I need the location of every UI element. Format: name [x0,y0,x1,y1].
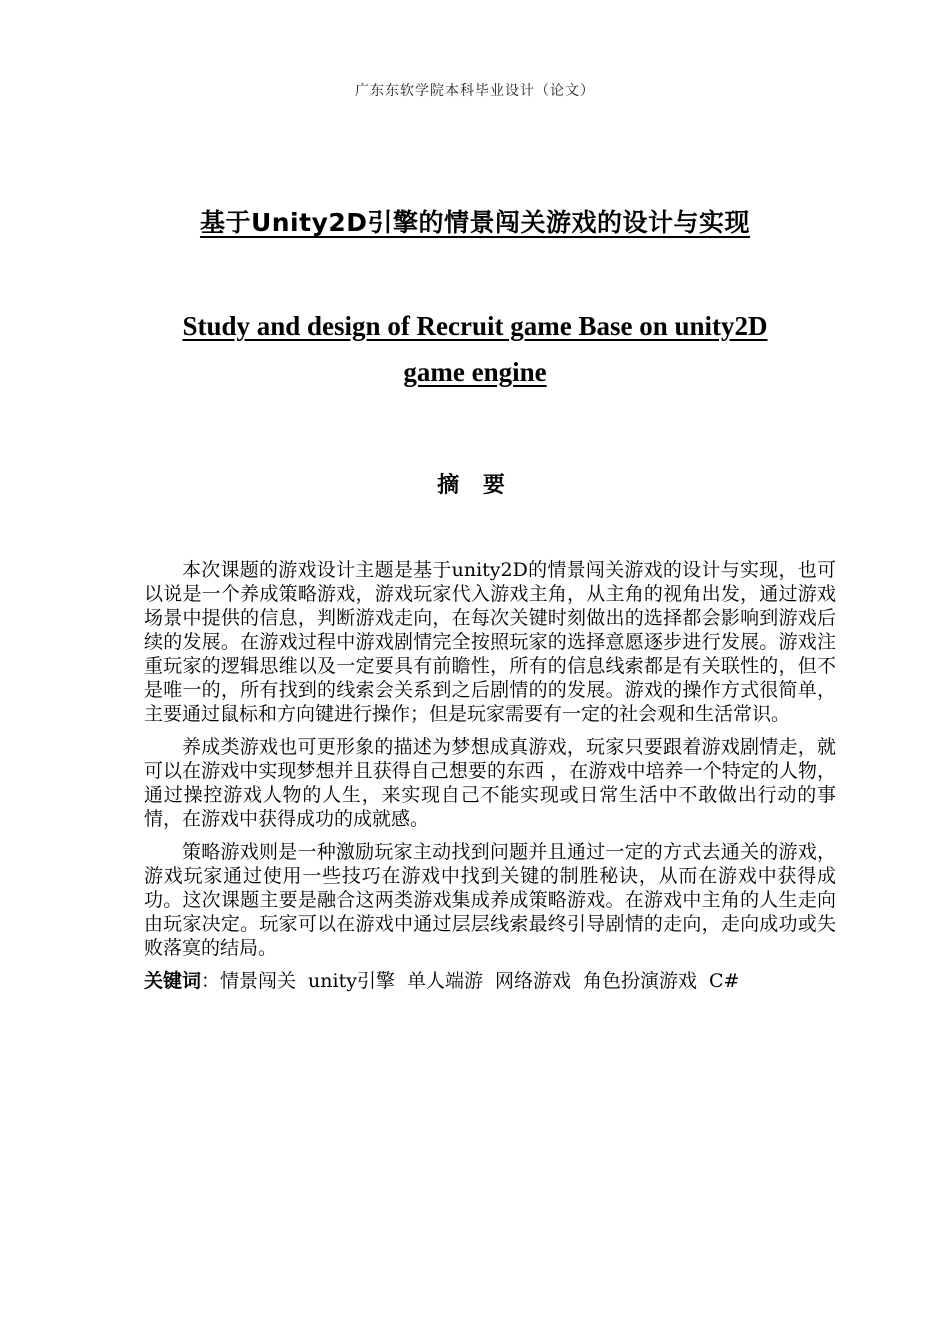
abstract-paragraph-2: 养成类游戏也可更形象的描述为梦想成真游戏，玩家只要跟着游戏剧情走，就可以在游戏中实现梦想并且获得自己想要的东西 ，在游戏中培养一个特定的人物，通过操控游戏人物的人生，来实现自己不能实现或日常生活中不敢做出行动的事情，在游戏中获得成功的成就感。 [144,736,836,830]
keyword-item: 角色扮演游戏 [583,970,698,992]
english-title-line-1: Study and design of Recruit game Base on unity2D [182,311,768,341]
keywords-colon: ： [201,970,221,992]
chinese-title: 基于Unity2D引擎的情景闯关游戏的设计与实现 [199,208,751,237]
keyword-item: C# [709,970,740,992]
abstract-body [144,558,836,993]
abstract-paragraph-1: 本次课题的游戏设计主题是基于unity2D的情景闯关游戏的设计与实现，也可以说是一个养成策略游戏，游戏玩家代入游戏主角，从主角的视角出发，通过游戏场景中提供的信息，判断游戏走向，在每次关键时刻做出的选择都会影响到游戏后续的发展。在游戏过程中游戏剧情完全按照玩家的选择意愿逐步进行发展。游戏注重玩家的逻辑思维以及一定要具有前瞻性，所有的信息线索都是有关联性的，但不是唯一的，所有找到的线索会关系到之后剧情的的发展。游戏的操作方式很简单，主要通过鼠标和方向键进行操作；但是玩家需要有一定的社会观和生活常识。 [144,559,836,725]
keyword-item: 网络游戏 [494,970,571,992]
running-header: 广东东软学院本科毕业设计（论文） [355,83,595,99]
abstract-heading: 摘 要 [437,473,513,498]
keyword-item: 单人端游 [406,970,483,992]
english-title-line-2: game engine [403,357,547,387]
english-title [0,303,950,395]
keywords-line [144,969,836,993]
keywords-label: 关键词 [144,970,202,992]
keyword-item: 情景闯关 [220,970,297,992]
keyword-item: unity引擎 [308,970,395,992]
abstract-paragraph-3: 策略游戏则是一种激励玩家主动找到问题并且通过一定的方式去通关的游戏，游戏玩家通过使用一些技巧在游戏中找到关键的制胜秘诀，从而在游戏中获得成功。这次课题主要是融合这两类游戏集成养成策略游戏。在游戏中主角的人生走向由玩家决定。玩家可以在游戏中通过层层线索最终引导剧情的走向，走向成功或失败落寞的结局。 [144,841,836,959]
